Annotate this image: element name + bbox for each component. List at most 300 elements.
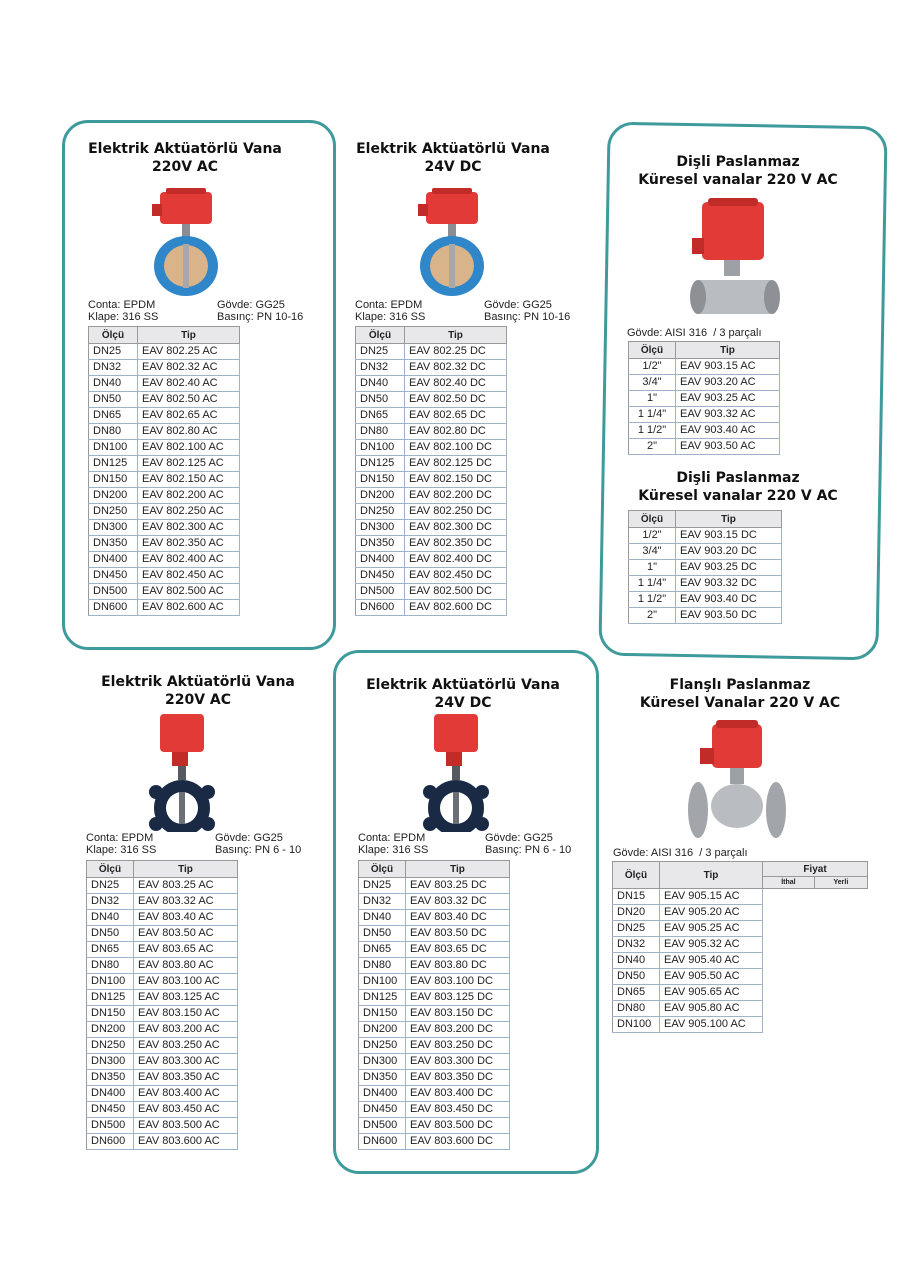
type-cell: EAV 802.80 DC xyxy=(405,424,507,440)
size-cell: DN80 xyxy=(613,1001,660,1017)
table-row xyxy=(87,1038,238,1054)
col-size: Ölçü xyxy=(613,862,660,889)
type-cell: EAV 803.600 AC xyxy=(134,1134,238,1150)
table-row xyxy=(629,560,782,576)
size-cell: 3/4" xyxy=(629,375,676,391)
col-type: Tip xyxy=(405,327,507,344)
size-cell: DN50 xyxy=(356,392,405,408)
price-local-cell xyxy=(814,937,867,953)
table-row xyxy=(613,985,868,1001)
size-cell: 1 1/4" xyxy=(629,407,676,423)
type-cell: EAV 803.400 DC xyxy=(406,1086,510,1102)
table-row xyxy=(629,576,782,592)
size-cell: DN40 xyxy=(89,376,138,392)
table-row xyxy=(613,889,868,905)
table-row xyxy=(89,600,240,616)
type-cell: EAV 802.300 AC xyxy=(138,520,240,536)
type-cell: EAV 802.32 DC xyxy=(405,360,507,376)
type-cell: EAV 802.600 DC xyxy=(405,600,507,616)
type-cell: EAV 803.200 AC xyxy=(134,1022,238,1038)
col-size: Ölçü xyxy=(89,327,138,344)
card-e-title-line2: 220V AC xyxy=(164,692,232,708)
type-cell: EAV 802.150 DC xyxy=(405,472,507,488)
price-local-cell xyxy=(814,985,867,1001)
card-e-spec-left xyxy=(86,832,156,856)
size-cell: DN450 xyxy=(359,1102,406,1118)
type-cell: EAV 803.65 AC xyxy=(134,942,238,958)
size-cell: DN600 xyxy=(89,600,138,616)
card-a-title-line1: Elektrik Aktüatörlü Vana xyxy=(88,141,282,157)
size-cell: DN40 xyxy=(356,376,405,392)
card-b-title-line1: Elektrik Aktüatörlü Vana xyxy=(356,141,550,157)
size-cell: DN250 xyxy=(87,1038,134,1054)
size-cell: DN25 xyxy=(613,921,660,937)
card-a-body: Gövde: GG25 xyxy=(217,299,285,311)
card-g-title xyxy=(625,676,855,712)
card-b-gasket: Conta: EPDM xyxy=(355,299,423,311)
size-cell: 1/2" xyxy=(629,359,676,375)
size-cell: DN300 xyxy=(87,1054,134,1070)
col-size: Ölçü xyxy=(629,511,676,528)
type-cell: EAV 803.40 DC xyxy=(406,910,510,926)
card-f-spec-left xyxy=(358,832,428,856)
table-row xyxy=(87,958,238,974)
table-row xyxy=(613,905,868,921)
size-cell: DN50 xyxy=(613,969,660,985)
card-e-disc: Klape: 316 SS xyxy=(86,844,157,856)
card-a-title-line2: 220V AC xyxy=(151,159,219,175)
type-cell: EAV 802.350 DC xyxy=(405,536,507,552)
type-cell: EAV 803.25 DC xyxy=(406,878,510,894)
col-type: Tip xyxy=(676,342,780,359)
type-cell: EAV 802.500 DC xyxy=(405,584,507,600)
type-cell: EAV 802.300 DC xyxy=(405,520,507,536)
table-row xyxy=(356,392,507,408)
price-imported-cell xyxy=(763,889,815,905)
size-cell: DN250 xyxy=(89,504,138,520)
card-f-pressure: Basınç: PN 6 - 10 xyxy=(485,844,572,856)
type-cell: EAV 803.80 AC xyxy=(134,958,238,974)
price-imported-cell xyxy=(763,937,815,953)
type-cell: EAV 803.65 DC xyxy=(406,942,510,958)
table-row xyxy=(359,878,510,894)
size-cell: DN500 xyxy=(359,1118,406,1134)
size-cell: DN65 xyxy=(356,408,405,424)
size-cell: DN32 xyxy=(87,894,134,910)
type-cell: EAV 903.20 AC xyxy=(676,375,780,391)
size-cell: 2" xyxy=(629,608,676,624)
table-row xyxy=(359,1006,510,1022)
price-local-cell xyxy=(814,953,867,969)
table-row xyxy=(359,926,510,942)
table-row xyxy=(613,969,868,985)
table-row xyxy=(613,921,868,937)
table-row xyxy=(359,1054,510,1070)
price-local-cell xyxy=(814,921,867,937)
type-cell: EAV 903.50 DC xyxy=(676,608,782,624)
table-row xyxy=(89,520,240,536)
card-f-title-line2: 24V DC xyxy=(434,695,492,711)
table-row xyxy=(87,1022,238,1038)
type-cell: EAV 803.450 AC xyxy=(134,1102,238,1118)
card-e-pressure: Basınç: PN 6 - 10 xyxy=(215,844,302,856)
table-row xyxy=(359,974,510,990)
type-cell: EAV 903.50 AC xyxy=(676,439,780,455)
table-row xyxy=(629,592,782,608)
type-cell: EAV 903.32 DC xyxy=(676,576,782,592)
size-cell: DN200 xyxy=(356,488,405,504)
col-size: Ölçü xyxy=(359,861,406,878)
type-cell: EAV 803.150 DC xyxy=(406,1006,510,1022)
type-cell: EAV 802.25 AC xyxy=(138,344,240,360)
table-row xyxy=(87,1054,238,1070)
size-cell: DN32 xyxy=(89,360,138,376)
card-a-spec-left xyxy=(88,299,158,323)
size-cell: DN15 xyxy=(613,889,660,905)
table-row xyxy=(89,552,240,568)
card-f-spec-right xyxy=(485,832,571,856)
table-row xyxy=(89,376,240,392)
price-imported-cell xyxy=(763,953,815,969)
type-cell: EAV 802.80 AC xyxy=(138,424,240,440)
table-row xyxy=(629,391,780,407)
card-b-disc: Klape: 316 SS xyxy=(355,311,426,323)
type-cell: EAV 905.80 AC xyxy=(660,1001,763,1017)
size-cell: DN400 xyxy=(356,552,405,568)
table-row xyxy=(87,1086,238,1102)
size-cell: DN500 xyxy=(89,584,138,600)
size-cell: 1" xyxy=(629,391,676,407)
type-cell: EAV 803.350 AC xyxy=(134,1070,238,1086)
card-g-title-line2: Küresel Vanalar 220 V AC xyxy=(639,695,841,711)
col-type: Tip xyxy=(138,327,240,344)
col-price-local: Yerli xyxy=(814,877,867,889)
card-f-gasket: Conta: EPDM xyxy=(358,832,426,844)
table-row xyxy=(89,504,240,520)
type-cell: EAV 802.400 DC xyxy=(405,552,507,568)
table-row xyxy=(89,568,240,584)
size-cell: DN65 xyxy=(613,985,660,1001)
table-row xyxy=(356,456,507,472)
type-cell: EAV 803.100 DC xyxy=(406,974,510,990)
type-cell: EAV 905.15 AC xyxy=(660,889,763,905)
butterfly-valve-wafer-image xyxy=(414,186,504,298)
table-row xyxy=(87,974,238,990)
card-c-title xyxy=(628,153,848,189)
table-row xyxy=(87,878,238,894)
table-row xyxy=(356,440,507,456)
size-cell: DN125 xyxy=(89,456,138,472)
size-cell: DN100 xyxy=(89,440,138,456)
type-cell: EAV 802.40 AC xyxy=(138,376,240,392)
type-cell: EAV 802.250 AC xyxy=(138,504,240,520)
size-cell: 3/4" xyxy=(629,544,676,560)
table-row xyxy=(356,584,507,600)
size-cell: DN300 xyxy=(359,1054,406,1070)
type-cell: EAV 803.50 DC xyxy=(406,926,510,942)
table-row xyxy=(89,360,240,376)
table-row xyxy=(356,504,507,520)
table-row xyxy=(629,423,780,439)
col-type: Tip xyxy=(134,861,238,878)
type-cell: EAV 803.450 DC xyxy=(406,1102,510,1118)
type-cell: EAV 803.50 AC xyxy=(134,926,238,942)
type-cell: EAV 802.250 DC xyxy=(405,504,507,520)
size-cell: DN250 xyxy=(356,504,405,520)
col-price-imported: İthal xyxy=(763,877,815,889)
butterfly-valve-wafer-image xyxy=(148,186,238,298)
type-cell: EAV 803.400 AC xyxy=(134,1086,238,1102)
card-f-disc: Klape: 316 SS xyxy=(358,844,429,856)
price-imported-cell xyxy=(763,969,815,985)
size-cell: DN125 xyxy=(356,456,405,472)
price-imported-cell xyxy=(763,985,815,1001)
size-cell: DN25 xyxy=(356,344,405,360)
card-c-title-line1: Dişli Paslanmaz xyxy=(676,154,800,170)
table-row xyxy=(87,1006,238,1022)
table-row xyxy=(87,1118,238,1134)
table-row xyxy=(359,894,510,910)
size-cell: DN150 xyxy=(87,1006,134,1022)
table-row xyxy=(356,600,507,616)
table-row xyxy=(356,552,507,568)
price-local-cell xyxy=(814,969,867,985)
type-cell: EAV 802.450 DC xyxy=(405,568,507,584)
type-cell: EAV 802.100 DC xyxy=(405,440,507,456)
size-cell: DN350 xyxy=(359,1070,406,1086)
table-row xyxy=(89,488,240,504)
table-row xyxy=(356,472,507,488)
price-local-cell xyxy=(814,1001,867,1017)
type-cell: EAV 802.150 AC xyxy=(138,472,240,488)
type-cell: EAV 803.125 AC xyxy=(134,990,238,1006)
type-cell: EAV 803.25 AC xyxy=(134,878,238,894)
card-e-spec-right xyxy=(215,832,301,856)
type-cell: EAV 803.100 AC xyxy=(134,974,238,990)
size-cell: DN300 xyxy=(89,520,138,536)
size-cell: DN40 xyxy=(359,910,406,926)
card-f-body: Gövde: GG25 xyxy=(485,832,553,844)
size-cell: 1 1/2" xyxy=(629,423,676,439)
type-cell: EAV 905.40 AC xyxy=(660,953,763,969)
size-cell: DN600 xyxy=(87,1134,134,1150)
col-type: Tip xyxy=(660,862,763,889)
table-row xyxy=(613,937,868,953)
size-cell: 1 1/2" xyxy=(629,592,676,608)
type-cell: EAV 903.25 AC xyxy=(676,391,780,407)
size-cell: DN100 xyxy=(87,974,134,990)
size-cell: DN32 xyxy=(613,937,660,953)
type-cell: EAV 803.150 AC xyxy=(134,1006,238,1022)
col-price: Fiyat xyxy=(763,862,868,877)
price-local-cell xyxy=(814,1017,867,1033)
card-a-spec-right xyxy=(217,299,303,323)
size-cell: DN25 xyxy=(89,344,138,360)
table-row xyxy=(356,488,507,504)
table-row xyxy=(89,344,240,360)
table-row xyxy=(359,1038,510,1054)
type-cell: EAV 905.25 AC xyxy=(660,921,763,937)
size-cell: DN25 xyxy=(359,878,406,894)
size-cell: DN100 xyxy=(356,440,405,456)
table-row xyxy=(89,472,240,488)
type-cell: EAV 803.600 DC xyxy=(406,1134,510,1150)
card-g-material: Gövde: AISI 316 / 3 parçalı xyxy=(613,847,748,859)
butterfly-valve-lug-image xyxy=(142,712,224,832)
size-cell: 2" xyxy=(629,439,676,455)
table-row xyxy=(356,408,507,424)
table-row xyxy=(629,407,780,423)
type-cell: EAV 802.50 AC xyxy=(138,392,240,408)
table-row xyxy=(359,958,510,974)
table-row xyxy=(359,942,510,958)
type-cell: EAV 803.40 AC xyxy=(134,910,238,926)
price-imported-cell xyxy=(763,1017,815,1033)
card-b-pressure: Basınç: PN 10-16 xyxy=(484,311,571,323)
card-d-title xyxy=(628,469,848,505)
card-f-table xyxy=(358,860,510,1150)
type-cell: EAV 803.350 DC xyxy=(406,1070,510,1086)
table-row xyxy=(87,910,238,926)
table-row xyxy=(356,424,507,440)
card-f-title xyxy=(358,676,568,712)
table-row xyxy=(356,520,507,536)
card-f-title-line1: Elektrik Aktüatörlü Vana xyxy=(366,677,560,693)
type-cell: EAV 803.250 DC xyxy=(406,1038,510,1054)
type-cell: EAV 802.500 AC xyxy=(138,584,240,600)
card-e-gasket: Conta: EPDM xyxy=(86,832,154,844)
col-size: Ölçü xyxy=(87,861,134,878)
size-cell: DN450 xyxy=(89,568,138,584)
card-b-table xyxy=(355,326,507,616)
size-cell: DN80 xyxy=(89,424,138,440)
size-cell: DN400 xyxy=(359,1086,406,1102)
size-cell: DN350 xyxy=(356,536,405,552)
size-cell: DN150 xyxy=(89,472,138,488)
card-g-title-line1: Flanşlı Paslanmaz xyxy=(669,677,811,693)
type-cell: EAV 802.32 AC xyxy=(138,360,240,376)
type-cell: EAV 903.25 DC xyxy=(676,560,782,576)
type-cell: EAV 803.32 DC xyxy=(406,894,510,910)
size-cell: DN32 xyxy=(359,894,406,910)
size-cell: DN80 xyxy=(359,958,406,974)
table-row xyxy=(359,1134,510,1150)
type-cell: EAV 903.15 DC xyxy=(676,528,782,544)
type-cell: EAV 802.450 AC xyxy=(138,568,240,584)
size-cell: DN65 xyxy=(87,942,134,958)
table-row xyxy=(356,536,507,552)
type-cell: EAV 905.20 AC xyxy=(660,905,763,921)
type-cell: EAV 802.400 AC xyxy=(138,552,240,568)
table-row xyxy=(613,1001,868,1017)
size-cell: DN40 xyxy=(613,953,660,969)
size-cell: DN350 xyxy=(87,1070,134,1086)
card-d-title-line2: Küresel vanalar 220 V AC xyxy=(638,488,838,504)
size-cell: DN80 xyxy=(356,424,405,440)
price-local-cell xyxy=(814,889,867,905)
card-b-title-line2: 24V DC xyxy=(424,159,482,175)
price-local-cell xyxy=(814,905,867,921)
table-row xyxy=(359,910,510,926)
type-cell: EAV 802.40 DC xyxy=(405,376,507,392)
table-row xyxy=(613,1017,868,1033)
table-row xyxy=(356,344,507,360)
table-row xyxy=(359,990,510,1006)
table-row xyxy=(87,894,238,910)
type-cell: EAV 905.50 AC xyxy=(660,969,763,985)
type-cell: EAV 803.300 DC xyxy=(406,1054,510,1070)
card-e-title-line1: Elektrik Aktüatörlü Vana xyxy=(101,674,295,690)
size-cell: DN50 xyxy=(359,926,406,942)
table-row xyxy=(89,440,240,456)
type-cell: EAV 905.32 AC xyxy=(660,937,763,953)
size-cell: DN250 xyxy=(359,1038,406,1054)
size-cell: DN200 xyxy=(87,1022,134,1038)
card-d-table xyxy=(628,510,782,624)
size-cell: DN400 xyxy=(89,552,138,568)
type-cell: EAV 802.65 DC xyxy=(405,408,507,424)
table-row xyxy=(356,360,507,376)
type-cell: EAV 803.200 DC xyxy=(406,1022,510,1038)
table-row xyxy=(356,376,507,392)
card-g-table xyxy=(612,861,868,1033)
table-row xyxy=(629,375,780,391)
size-cell: 1" xyxy=(629,560,676,576)
type-cell: EAV 802.125 DC xyxy=(405,456,507,472)
size-cell: DN32 xyxy=(356,360,405,376)
card-c-table xyxy=(628,341,780,455)
table-row xyxy=(629,528,782,544)
size-cell: DN50 xyxy=(87,926,134,942)
flanged-ball-valve-image xyxy=(686,718,790,844)
size-cell: 1/2" xyxy=(629,528,676,544)
type-cell: EAV 802.50 DC xyxy=(405,392,507,408)
table-row xyxy=(89,456,240,472)
size-cell: DN300 xyxy=(356,520,405,536)
table-row xyxy=(87,926,238,942)
butterfly-valve-lug-image xyxy=(416,712,498,832)
type-cell: EAV 802.350 AC xyxy=(138,536,240,552)
card-a-title xyxy=(80,140,290,176)
table-row xyxy=(359,1086,510,1102)
size-cell: DN600 xyxy=(359,1134,406,1150)
table-row xyxy=(359,1102,510,1118)
table-row xyxy=(89,408,240,424)
type-cell: EAV 903.20 DC xyxy=(676,544,782,560)
type-cell: EAV 802.125 AC xyxy=(138,456,240,472)
card-e-title xyxy=(93,673,303,709)
type-cell: EAV 905.65 AC xyxy=(660,985,763,1001)
type-cell: EAV 803.80 DC xyxy=(406,958,510,974)
size-cell: DN200 xyxy=(359,1022,406,1038)
table-row xyxy=(89,536,240,552)
size-cell: DN25 xyxy=(87,878,134,894)
size-cell: DN100 xyxy=(359,974,406,990)
card-e-body: Gövde: GG25 xyxy=(215,832,283,844)
table-row xyxy=(629,439,780,455)
size-cell: DN500 xyxy=(87,1118,134,1134)
type-cell: EAV 803.32 AC xyxy=(134,894,238,910)
table-row xyxy=(87,990,238,1006)
size-cell: DN500 xyxy=(356,584,405,600)
card-e-table xyxy=(86,860,238,1150)
size-cell: DN80 xyxy=(87,958,134,974)
type-cell: EAV 905.100 AC xyxy=(660,1017,763,1033)
table-row xyxy=(87,1134,238,1150)
card-c-title-line2: Küresel vanalar 220 V AC xyxy=(638,172,838,188)
table-row xyxy=(89,392,240,408)
table-row xyxy=(356,568,507,584)
